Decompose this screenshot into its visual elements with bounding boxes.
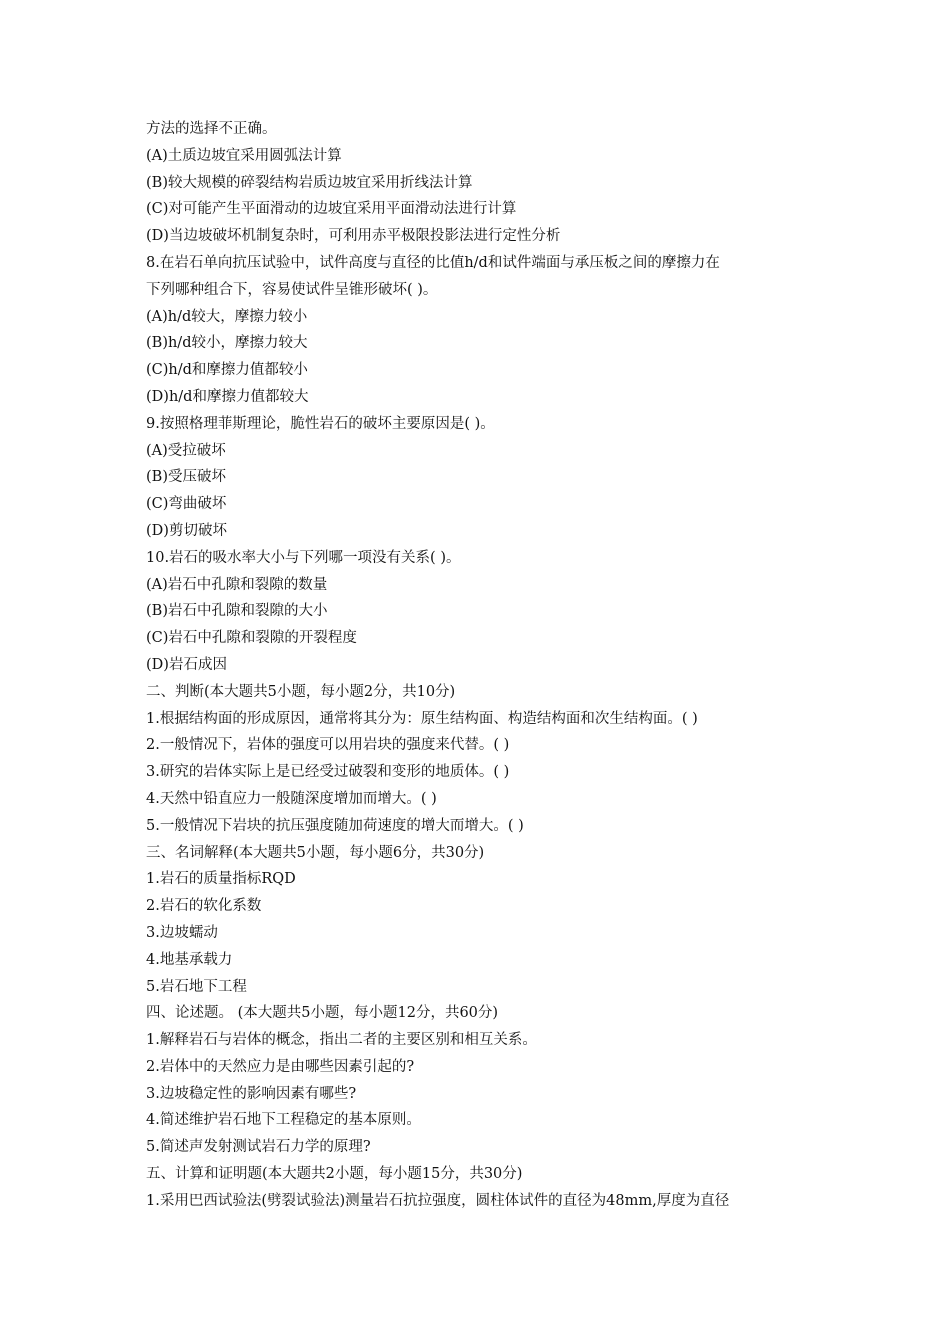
question-line: 9.按照格理菲斯理论，脆性岩石的破坏主要原因是( )。	[146, 415, 495, 432]
option-line: (A)h/d较大，摩擦力较小	[146, 308, 308, 325]
question-line: 2.岩石的软化系数	[146, 898, 262, 915]
question-line: 4.天然中铅直应力一般随深度增加而增大。( )	[146, 790, 437, 807]
option-line: (C)岩石中孔隙和裂隙的开裂程度	[146, 630, 357, 647]
option-line: (A)受拉破坏	[146, 442, 226, 459]
question-line: 4.地基承载力	[146, 951, 233, 968]
option-line: (B)岩石中孔隙和裂隙的大小	[146, 603, 328, 620]
option-line: (B)受压破坏	[146, 469, 226, 486]
question-line: 5.岩石地下工程	[146, 978, 247, 995]
text-line: 方法的选择不正确。	[146, 121, 277, 137]
option-line: (A)岩石中孔隙和裂隙的数量	[146, 576, 328, 593]
question-line: 1.根据结构面的形成原因，通常将其分为：原生结构面、构造结构面和次生结构面。( )	[146, 710, 698, 727]
option-line: (D)岩石成因	[146, 656, 227, 673]
option-line: (D)当边坡破坏机制复杂时，可利用赤平极限投影法进行定性分析	[146, 228, 561, 245]
question-line: 1.解释岩石与岩体的概念，指出二者的主要区别和相互关系。	[146, 1032, 537, 1049]
question-line: 1.岩石的质量指标RQD	[146, 871, 296, 888]
section-heading: 四、论述题。 (本大题共5小题，每小题12分，共60分)	[146, 1005, 499, 1022]
option-line: (A)土质边坡宜采用圆弧法计算	[146, 147, 342, 164]
option-line: (C)h/d和摩擦力值都较小	[146, 362, 308, 379]
question-line: 2.一般情况下，岩体的强度可以用岩块的强度来代替。( )	[146, 737, 510, 754]
option-line: (D)h/d和摩擦力值都较大	[146, 388, 309, 405]
question-line: 1.采用巴西试验法(劈裂试验法)测量岩石抗拉强度，圆柱体试件的直径为48mm,厚度为直径	[146, 1192, 730, 1209]
question-line: 10.岩石的吸水率大小与下列哪一项没有关系( )。	[146, 549, 461, 566]
option-line: (B)h/d较小，摩擦力较大	[146, 335, 308, 352]
option-line: (B)较大规模的碎裂结构岩质边坡宜采用折线法计算	[146, 174, 473, 191]
option-line: (D)剪切破坏	[146, 522, 227, 539]
section-heading: 二、判断(本大题共5小题，每小题2分，共10分)	[146, 683, 456, 700]
question-line: 3.研究的岩体实际上是已经受过破裂和变形的地质体。( )	[146, 764, 510, 781]
section-heading: 五、计算和证明题(本大题共2小题，每小题15分，共30分)	[146, 1166, 523, 1183]
option-line: (C)对可能产生平面滑动的边坡宜采用平面滑动法进行计算	[146, 201, 517, 218]
question-line: 5.简述声发射测试岩石力学的原理?	[146, 1139, 371, 1156]
question-line: 4.简述维护岩石地下工程稳定的基本原则。	[146, 1112, 421, 1129]
question-line: 8.在岩石单向抗压试验中，试件高度与直径的比值h/d和试件端面与承压板之间的摩擦力在	[146, 254, 720, 271]
question-line: 3.边坡蠕动	[146, 924, 218, 941]
question-line: 下列哪种组合下，容易使试件呈锥形破坏( )。	[146, 281, 438, 298]
question-line: 3.边坡稳定性的影响因素有哪些?	[146, 1085, 357, 1102]
document-page	[146, 116, 826, 1215]
option-line: (C)弯曲破坏	[146, 496, 227, 513]
question-line: 2.岩体中的天然应力是由哪些因素引起的?	[146, 1058, 415, 1075]
section-heading: 三、名词解释(本大题共5小题，每小题6分，共30分)	[146, 844, 485, 861]
question-line: 5.一般情况下岩块的抗压强度随加荷速度的增大而增大。( )	[146, 817, 524, 834]
